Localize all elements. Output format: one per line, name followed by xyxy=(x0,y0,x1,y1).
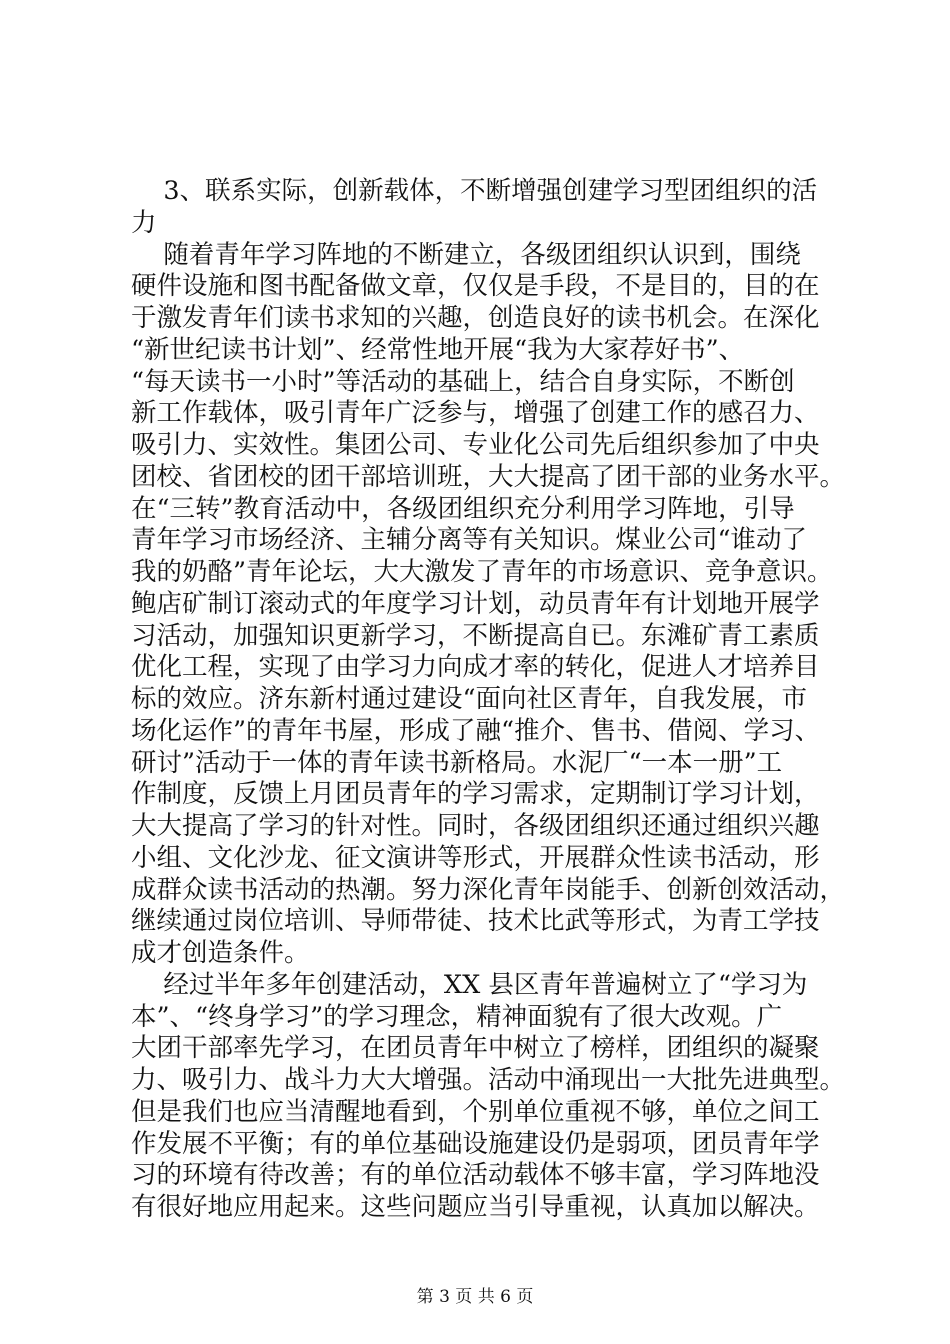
text-line: 习的环境有待改善；有的单位活动载体不够丰富，学习阵地没 xyxy=(131,1160,820,1191)
text-line: “新世纪读书计划”、经常性地开展“我为大家荐好书”、 xyxy=(131,334,745,365)
text-line: 我的奶酪”青年论坛，大大激发了青年的市场意识、竞争意识。 xyxy=(131,557,833,587)
text-line: 硬件设施和图书配备做文章，仅仅是手段，不是目的，目的在 xyxy=(131,271,820,302)
body-text xyxy=(131,176,851,1224)
text-line: 作制度，反馈上月团员青年的学习需求，定期制订学习计划， xyxy=(131,779,820,810)
text-line: 成才创造条件。 xyxy=(131,938,310,968)
text-line: 大大提高了学习的针对性。同时，各级团组织还通过组织兴趣 xyxy=(131,811,820,841)
text-line: 团校、省团校的团干部培训班，大大提高了团干部的业务水平。 xyxy=(131,461,846,492)
text-line: 本”、“终身学习”的学习理念，精神面貌有了很大改观。广 xyxy=(131,1001,783,1032)
text-line: 成群众读书活动的热潮。努力深化青年岗能手、创新创效活动， xyxy=(131,874,846,905)
text-line: 研讨”活动于一体的青年读书新格局。水泥厂“一本一册”工 xyxy=(131,747,783,778)
text-line: 大团干部率先学习，在团员青年中树立了榜样，团组织的凝聚 xyxy=(131,1033,820,1064)
page-footer: 第 3 页 共 6 页 xyxy=(416,1287,534,1307)
text-line: 随着青年学习阵地的不断建立，各级团组织认识到，围绕 xyxy=(131,239,801,270)
text-line: 力 xyxy=(131,207,157,238)
text-line: 小组、文化沙龙、征文演讲等形式，开展群众性读书活动，形 xyxy=(131,842,820,873)
text-line: 有很好地应用起来。这些问题应当引导重视，认真加以解决。 xyxy=(131,1192,820,1222)
text-line: 力、吸引力、战斗力大大增强。活动中涌现出一大批先进典型。 xyxy=(131,1065,846,1095)
text-line: 优化工程，实现了由学习力向成才率的转化，促进人才培养目 xyxy=(131,652,820,683)
text-line: 在“三转”教育活动中，各级团组织充分利用学习阵地，引导 xyxy=(131,493,795,524)
text-line: 作发展不平衡；有的单位基础设施建设仍是弱项，团员青年学 xyxy=(131,1128,820,1159)
text-line: 场化运作”的青年书屋，形成了融“推介、售书、借阅、学习、 xyxy=(131,715,821,746)
text-line: “每天读书一小时”等活动的基础上，结合自身实际，不断创 xyxy=(131,366,795,397)
text-line: 继续通过岗位培训、导师带徒、技术比武等形式，为青工学技 xyxy=(131,906,820,937)
text-line: 3、联系实际，创新载体，不断增强创建学习型团组织的活 xyxy=(131,176,818,206)
text-line: 吸引力、实效性。集团公司、专业化公司先后组织参加了中央 xyxy=(131,430,820,460)
text-line: 但是我们也应当清醒地看到，个别单位重视不够，单位之间工 xyxy=(131,1096,820,1127)
text-line: 经过半年多年创建活动，XX 县区青年普遍树立了“学习为 xyxy=(131,969,808,1000)
text-line: 于激发青年们读书求知的兴趣，创造良好的读书机会。在深化 xyxy=(131,303,820,333)
text-line: 标的效应。济东新村通过建设“面向社区青年，自我发展，市 xyxy=(131,684,808,714)
text-line: 新工作载体，吸引青年广泛参与，增强了创建工作的感召力、 xyxy=(131,398,820,429)
text-line: 鲍店矿制订滚动式的年度学习计划，动员青年有计划地开展学 xyxy=(131,588,820,619)
text-line: 习活动，加强知识更新学习，不断提高自已。东滩矿青工素质 xyxy=(131,620,820,651)
text-line: 青年学习市场经济、主辅分离等有关知识。煤业公司“谁动了 xyxy=(131,525,808,556)
